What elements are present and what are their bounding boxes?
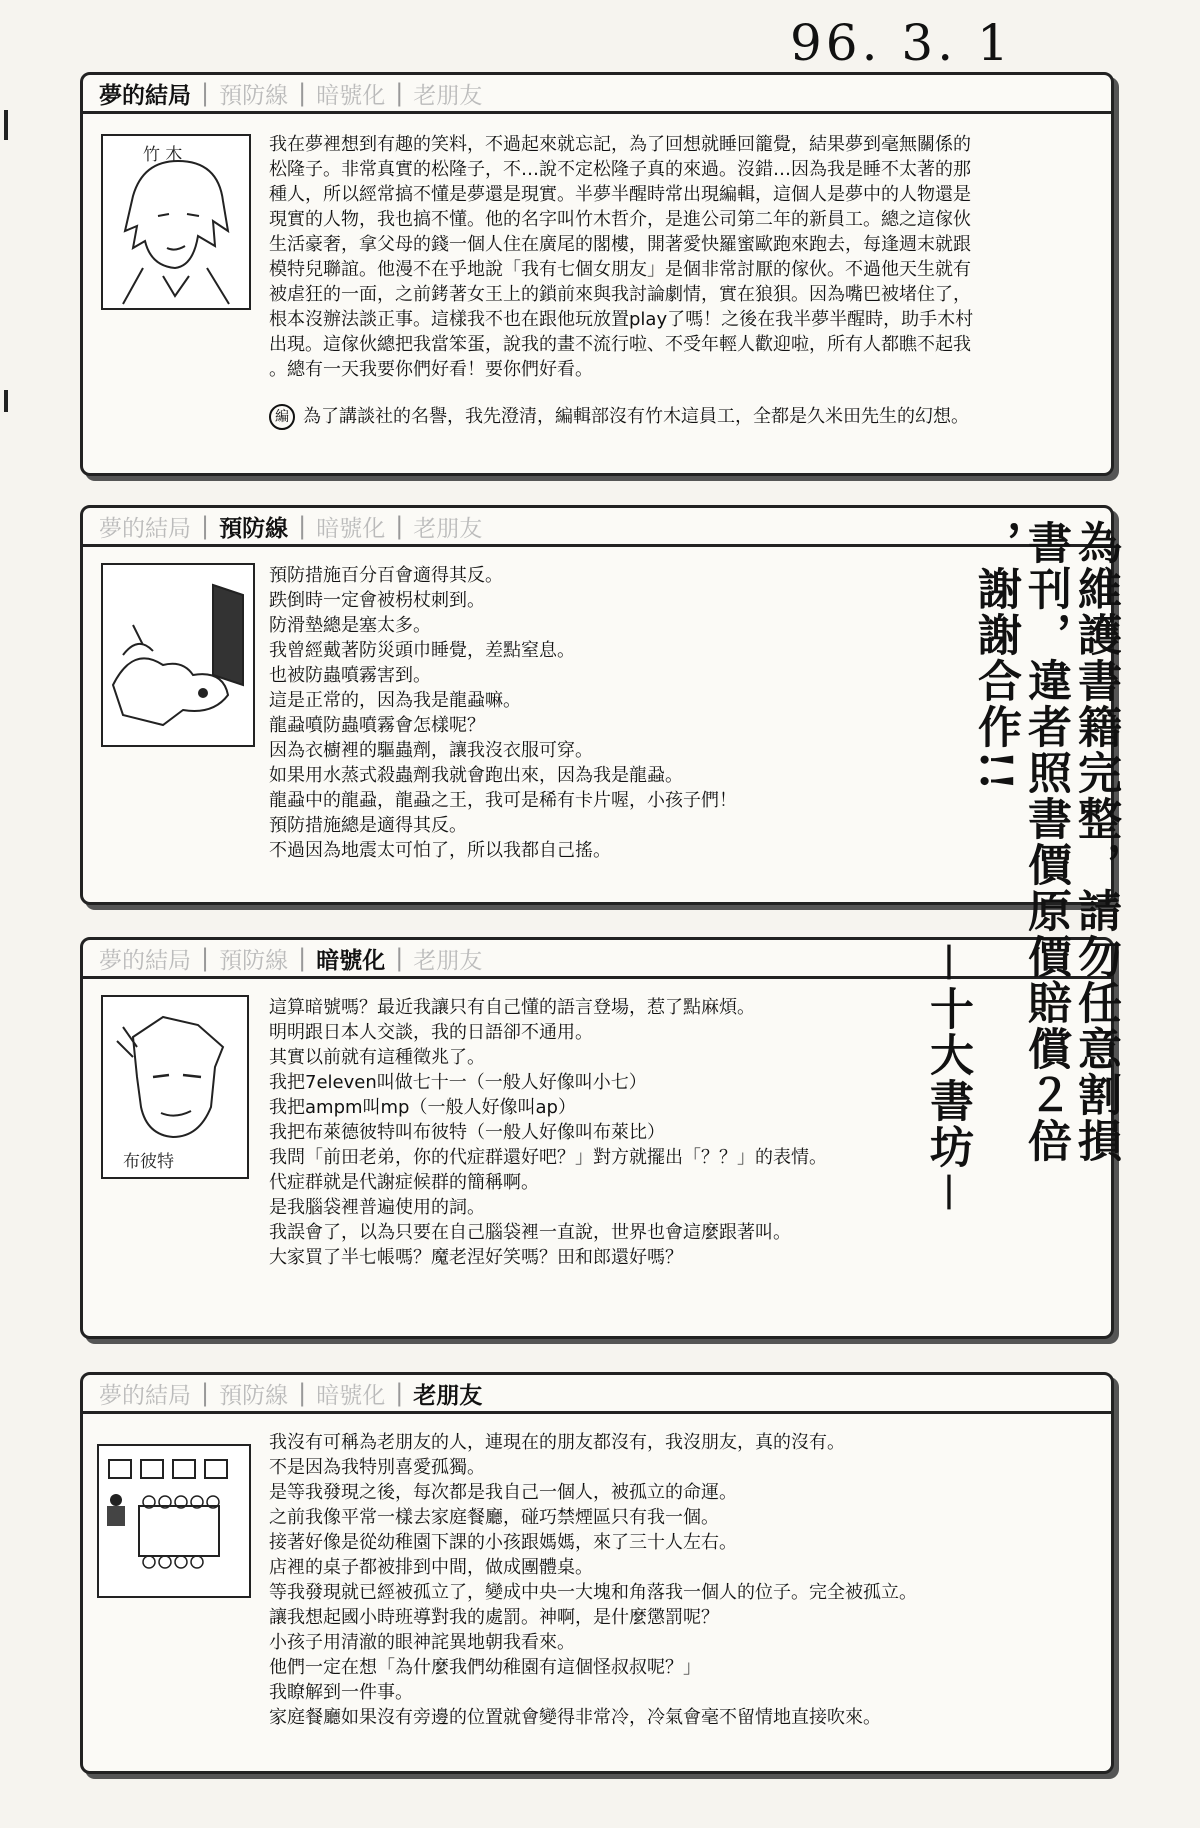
tab-prevention: 預防線	[219, 1382, 289, 1409]
tab-separator: |	[298, 512, 307, 540]
tab-old-friend: 老朋友	[413, 947, 483, 974]
section-text	[269, 995, 889, 1270]
text-line: 也被防蟲噴霧害到。	[269, 665, 431, 686]
notice-column: 書刊，違者照書價原價賠償２倍	[1020, 520, 1071, 1164]
tab-code: 暗號化	[316, 515, 386, 542]
text-line: 種人，所以經常搞不懂是夢還是現實。半夢半醒時常出現編輯，這個人是夢中的人物還是	[269, 184, 971, 205]
text-line: 家庭餐廳如果沒有旁邊的位置就會變得非常冷，冷氣會毫不留情地直接吹來。	[269, 1707, 881, 1728]
tab-dream-ending: 夢的結局	[99, 1382, 191, 1409]
text-line: 讓我想起國小時班導對我的處罰。神啊，是什麼懲罰呢？	[269, 1607, 719, 1628]
notice-column: 為維護書籍完整，請勿任意割損	[1070, 520, 1121, 1164]
text-line: 不是因為我特別喜愛孤獨。	[269, 1457, 485, 1478]
section-text	[269, 563, 829, 863]
tab-separator: |	[298, 79, 307, 107]
text-line: 明明跟日本人交談，我的日語卻不通用。	[269, 1022, 593, 1043]
tab-separator: |	[395, 944, 404, 972]
text-line: 。總有一天我要你們好看！要你們好看。	[269, 359, 593, 380]
portrait-label: 布彼特	[123, 1152, 174, 1172]
section-text	[269, 1430, 1089, 1730]
portrait-label: 竹 木	[143, 145, 183, 165]
text-line: 我誤會了，以為只要在自己腦袋裡一直說，世界也會這麼跟著叫。	[269, 1222, 791, 1243]
editor-mark: 編	[269, 404, 295, 430]
text-line: 龍蝨噴防蟲噴霧會怎樣呢？	[269, 715, 485, 736]
editor-note	[269, 404, 1089, 430]
section-text	[269, 132, 1089, 382]
text-line: 出現。這傢伙總把我當笨蛋，說我的畫不流行啦、不受年輕人歡迎啦，所有人都瞧不起我	[269, 334, 971, 355]
text-line: 大家買了半七帳嗎？魔老涅好笑嗎？田和郎還好嗎？	[269, 1247, 683, 1268]
editor-note-text: 為了講談社的名譽，我先澄清，編輯部沒有竹木這員工，全都是久米田先生的幻想。	[303, 406, 969, 427]
tab-separator: |	[395, 1379, 404, 1407]
tab-separator: |	[298, 1379, 307, 1407]
text-line: 是我腦袋裡普遍使用的詞。	[269, 1197, 485, 1218]
edge-mark	[4, 390, 8, 412]
text-line: 松隆子。非常真實的松隆子，不…說不定松隆子真的來過。沒錯…因為我是睡不太著的那	[269, 159, 971, 180]
text-line: 等我發現就已經被孤立了，變成中央一大塊和角落我一個人的位子。完全被孤立。	[269, 1582, 917, 1603]
notice-column: －十大書坊－	[922, 940, 973, 1216]
text-line: 我把ampm叫mp（一般人好像叫ap）	[269, 1097, 576, 1118]
text-line: 預防措施總是適得其反。	[269, 815, 467, 836]
text-line: 這算暗號嗎？最近我讓只有自己懂的語言登場，惹了點麻煩。	[269, 997, 755, 1018]
text-line: 因為衣櫥裡的驅蟲劑，讓我沒衣服可穿。	[269, 740, 593, 761]
section-tabs	[83, 75, 1111, 114]
tab-separator: |	[201, 944, 210, 972]
text-line: 生活豪奢，拿父母的錢一個人住在廣尾的閣樓，開著愛快羅蜜歐跑來跑去，每逢週末就跟	[269, 234, 971, 255]
section-tabs	[83, 1375, 1111, 1414]
tab-dream-ending: 夢的結局	[99, 82, 191, 109]
text-line: 被虐狂的一面，之前銬著女王上的鎖前來與我討論劇情，實在狼狽。因為嘴巴被堵住了，	[269, 284, 971, 305]
text-line: 之前我像平常一樣去家庭餐廳，碰巧禁煙區只有我一個。	[269, 1507, 719, 1528]
date-stamp: 96. 3. 1	[790, 14, 1013, 72]
portrait-drawing	[99, 1446, 249, 1596]
text-line: 接著好像是從幼稚園下課的小孩跟媽媽，來了三十人左右。	[269, 1532, 737, 1553]
scanlation-notice	[920, 520, 1120, 1300]
tab-dream-ending: 夢的結局	[99, 515, 191, 542]
tab-separator: |	[395, 79, 404, 107]
tab-old-friend: 老朋友	[413, 82, 483, 109]
section-dream-ending	[80, 72, 1114, 476]
portrait-takeki	[101, 134, 251, 310]
tab-code: 暗號化	[316, 82, 386, 109]
portrait-beetle	[101, 563, 255, 747]
edge-mark	[4, 110, 8, 140]
text-line: 我把布萊德彼特叫布彼特（一般人好像叫布萊比）	[269, 1122, 665, 1143]
text-line: 我把7eleven叫做七十一（一般人好像叫小七）	[269, 1072, 647, 1093]
text-line: 我沒有可稱為老朋友的人，連現在的朋友都沒有，我沒朋友，真的沒有。	[269, 1432, 845, 1453]
text-line: 是等我發現之後，每次都是我自己一個人，被孤立的命運。	[269, 1482, 737, 1503]
text-line: 龍蝨中的龍蝨，龍蝨之王，我可是稀有卡片喔，小孩子們！	[269, 790, 737, 811]
text-line: 模特兒聯誼。他漫不在乎地說「我有七個女朋友」是個非常討厭的傢伙。不過他天生就有	[269, 259, 971, 280]
text-line: 我問「前田老弟，你的代症群還好吧？」對方就擺出「？？」的表情。	[269, 1147, 827, 1168]
text-line: 現實的人物，我也搞不懂。他的名字叫竹木哲介，是進公司第二年的新員工。總之這傢伙	[269, 209, 971, 230]
text-line: 其實以前就有這種徵兆了。	[269, 1047, 485, 1068]
tab-code: 暗號化	[316, 947, 386, 974]
tab-separator: |	[298, 944, 307, 972]
tab-dream-ending: 夢的結局	[99, 947, 191, 974]
text-line: 防滑墊總是塞太多。	[269, 615, 431, 636]
tab-prevention: 預防線	[219, 82, 289, 109]
tab-separator: |	[201, 1379, 210, 1407]
section-old-friend	[80, 1372, 1114, 1774]
tab-prevention: 預防線	[219, 947, 289, 974]
tab-separator: |	[201, 79, 210, 107]
tab-separator: |	[395, 512, 404, 540]
tab-code: 暗號化	[316, 1382, 386, 1409]
portrait-restaurant	[97, 1444, 251, 1598]
text-line: 店裡的桌子都被排到中間，做成團體桌。	[269, 1557, 593, 1578]
text-line: 代症群就是代謝症候群的簡稱啊。	[269, 1172, 539, 1193]
tab-old-friend: 老朋友	[413, 515, 483, 542]
tab-old-friend: 老朋友	[413, 1382, 483, 1409]
text-line: 不過因為地震太可怕了，所以我都自己搖。	[269, 840, 611, 861]
text-line: 跌倒時一定會被枴杖刺到。	[269, 590, 485, 611]
text-line: 我在夢裡想到有趣的笑料，不過起來就忘記，為了回想就睡回籠覺，結果夢到毫無關係的	[269, 134, 971, 155]
text-line: 他們一定在想「為什麼我們幼稚園有這個怪叔叔呢？」	[269, 1657, 701, 1678]
tab-separator: |	[201, 512, 210, 540]
text-line: 小孩子用清澈的眼神詫異地朝我看來。	[269, 1632, 575, 1653]
tab-prevention: 預防線	[219, 515, 289, 542]
notice-column: ，謝謝合作!!	[970, 520, 1021, 793]
portrait-drawing	[103, 565, 253, 745]
text-line: 這是正常的，因為我是龍蝨嘛。	[269, 690, 521, 711]
text-line: 我瞭解到一件事。	[269, 1682, 413, 1703]
text-line: 我曾經戴著防災頭巾睡覺，差點窒息。	[269, 640, 575, 661]
portrait-brad	[101, 995, 249, 1179]
text-line: 根本沒辦法談正事。這樣我不也在跟他玩放置play了嗎！之後在我半夢半醒時，助手木村	[269, 309, 974, 330]
text-line: 預防措施百分百會適得其反。	[269, 565, 503, 586]
text-line: 如果用水蒸式殺蟲劑我就會跑出來，因為我是龍蝨。	[269, 765, 683, 786]
